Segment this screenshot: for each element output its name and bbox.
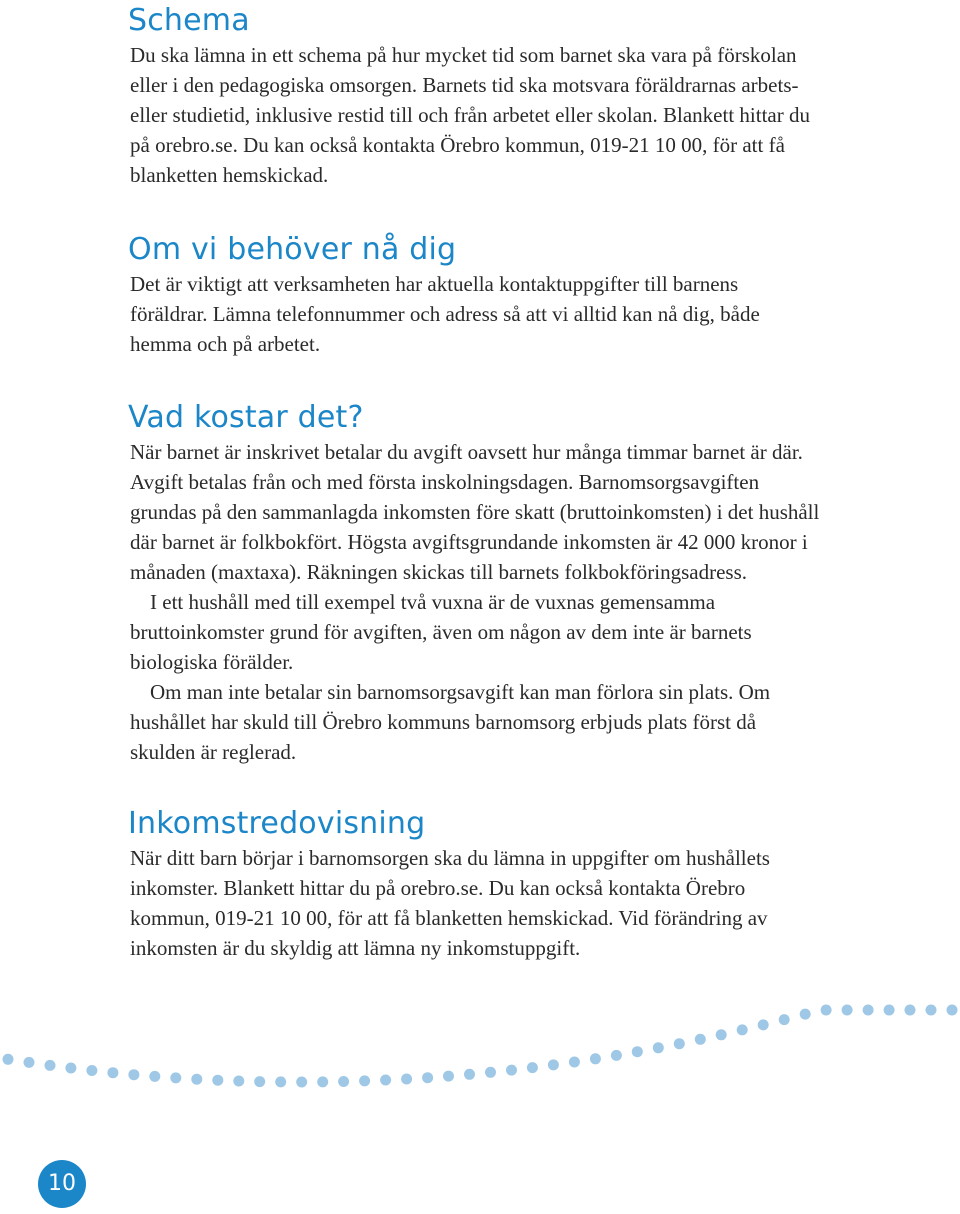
decorative-dot [527, 1062, 538, 1073]
page-number: 10 [48, 1171, 76, 1196]
decorative-dot [296, 1077, 307, 1088]
section-paragraph: Du ska lämna in ett schema på hur mycket tid som barnet ska vara på förskolan eller i den pedagogiska omsorgen. Barnets tid ska motsvara föräldrarnas arbets- eller studietid, inklusive restid till och från arbetet eller skolan. Blankett hittar du på orebro.se. Du kan också kontakta Örebro kommun, 019-21 10 00, för att få blanketten hemskickad. [130, 43, 810, 187]
section-income [130, 805, 820, 963]
decorative-dot [86, 1065, 97, 1076]
decorative-dot [170, 1072, 181, 1083]
section-heading-schema: Schema [128, 3, 250, 38]
decorative-dot [674, 1038, 685, 1049]
decorative-dot [3, 1054, 14, 1065]
decorative-dot [590, 1053, 601, 1064]
section-paragraph: Om man inte betalar sin barnomsorgsavgift kan man förlora sin plats. Om hushållet har skuld till Örebro kommuns barnomsorg erbjuds plats först då skulden är reglerad. [130, 680, 771, 764]
decorative-dot [716, 1029, 727, 1040]
decorative-dot-arc [0, 990, 960, 1100]
decorative-dot [947, 1005, 958, 1016]
decorative-dot [905, 1005, 916, 1016]
section-cost [130, 399, 820, 767]
decorative-dot [863, 1005, 874, 1016]
decorative-dot [149, 1071, 160, 1082]
decorative-dot [758, 1019, 769, 1030]
decorative-dot [65, 1063, 76, 1074]
decorative-dot [338, 1076, 349, 1087]
decorative-dot [359, 1075, 370, 1086]
decorative-dot [548, 1059, 559, 1070]
decorative-dot [233, 1076, 244, 1087]
decorative-dot [842, 1005, 853, 1016]
decorative-dot [254, 1076, 265, 1087]
decorative-dot [506, 1065, 517, 1076]
section-paragraph: När barnet är inskrivet betalar du avgift oavsett hur många timmar barnet är där. Avgift betalas från och med första inskolningsdagen. Barnomsorgsavgiften grundas på den sammanlagda inkomsten före skatt (bruttoinkomsten) i det hushåll där barnet är folkbokfört. Högsta avgiftsgrundande inkomsten är 42 000 kronor i månaden (maxtaxa). Räkningen skickas till barnets folkbokföringsadress. [130, 440, 820, 584]
section-paragraph: I ett hushåll med till exempel två vuxna är de vuxnas gemensamma bruttoinkomster grund för avgiften, även om någon av dem inte är barnets biologiska förälder. [130, 590, 752, 674]
decorative-dot [695, 1034, 706, 1045]
decorative-dot [569, 1057, 580, 1068]
page-number-badge [38, 1160, 86, 1208]
section-heading-income: Inkomstredovisning [128, 806, 426, 841]
section-paragraph: Det är viktigt att verksamheten har aktuella kontaktuppgifter till barnens föräldrar. Lämna telefonnummer och adress så att vi alltid kan nå dig, både hemma och på arbetet. [130, 272, 760, 356]
decorative-dot [611, 1050, 622, 1061]
decorative-dot [317, 1076, 328, 1087]
decorative-dot [737, 1024, 748, 1035]
decorative-dot [443, 1071, 454, 1082]
decorative-dot [380, 1075, 391, 1086]
section-paragraph: När ditt barn börjar i barnomsorgen ska du lämna in uppgifter om hushållets inkomster. Blankett hittar du på orebro.se. Du kan också kontakta Örebro kommun, 019-21 10 00, för att få blanketten hemskickad. Vid förändring av inkomsten är du skyldig att lämna ny inkomstuppgift. [130, 846, 770, 960]
decorative-dot [632, 1046, 643, 1057]
decorative-dot [800, 1009, 811, 1020]
decorative-dot [884, 1005, 895, 1016]
section-contact [130, 231, 820, 359]
decorative-dot [45, 1060, 56, 1071]
decorative-dot [107, 1067, 118, 1078]
decorative-dot [422, 1072, 433, 1083]
decorative-dot [821, 1005, 832, 1016]
decorative-dot [128, 1069, 139, 1080]
decorative-dot [401, 1074, 412, 1085]
decorative-dot [779, 1014, 790, 1025]
decorative-dot [653, 1042, 664, 1053]
decorative-dot [275, 1076, 286, 1087]
page-content [130, 0, 820, 963]
decorative-dot [191, 1074, 202, 1085]
decorative-dot [212, 1075, 223, 1086]
section-schema [130, 0, 820, 190]
decorative-dot [926, 1005, 937, 1016]
section-heading-cost: Vad kostar det? [128, 400, 364, 435]
decorative-dot [24, 1057, 35, 1068]
decorative-dot [485, 1067, 496, 1078]
decorative-dot [464, 1069, 475, 1080]
section-heading-contact: Om vi behöver nå dig [128, 232, 457, 267]
